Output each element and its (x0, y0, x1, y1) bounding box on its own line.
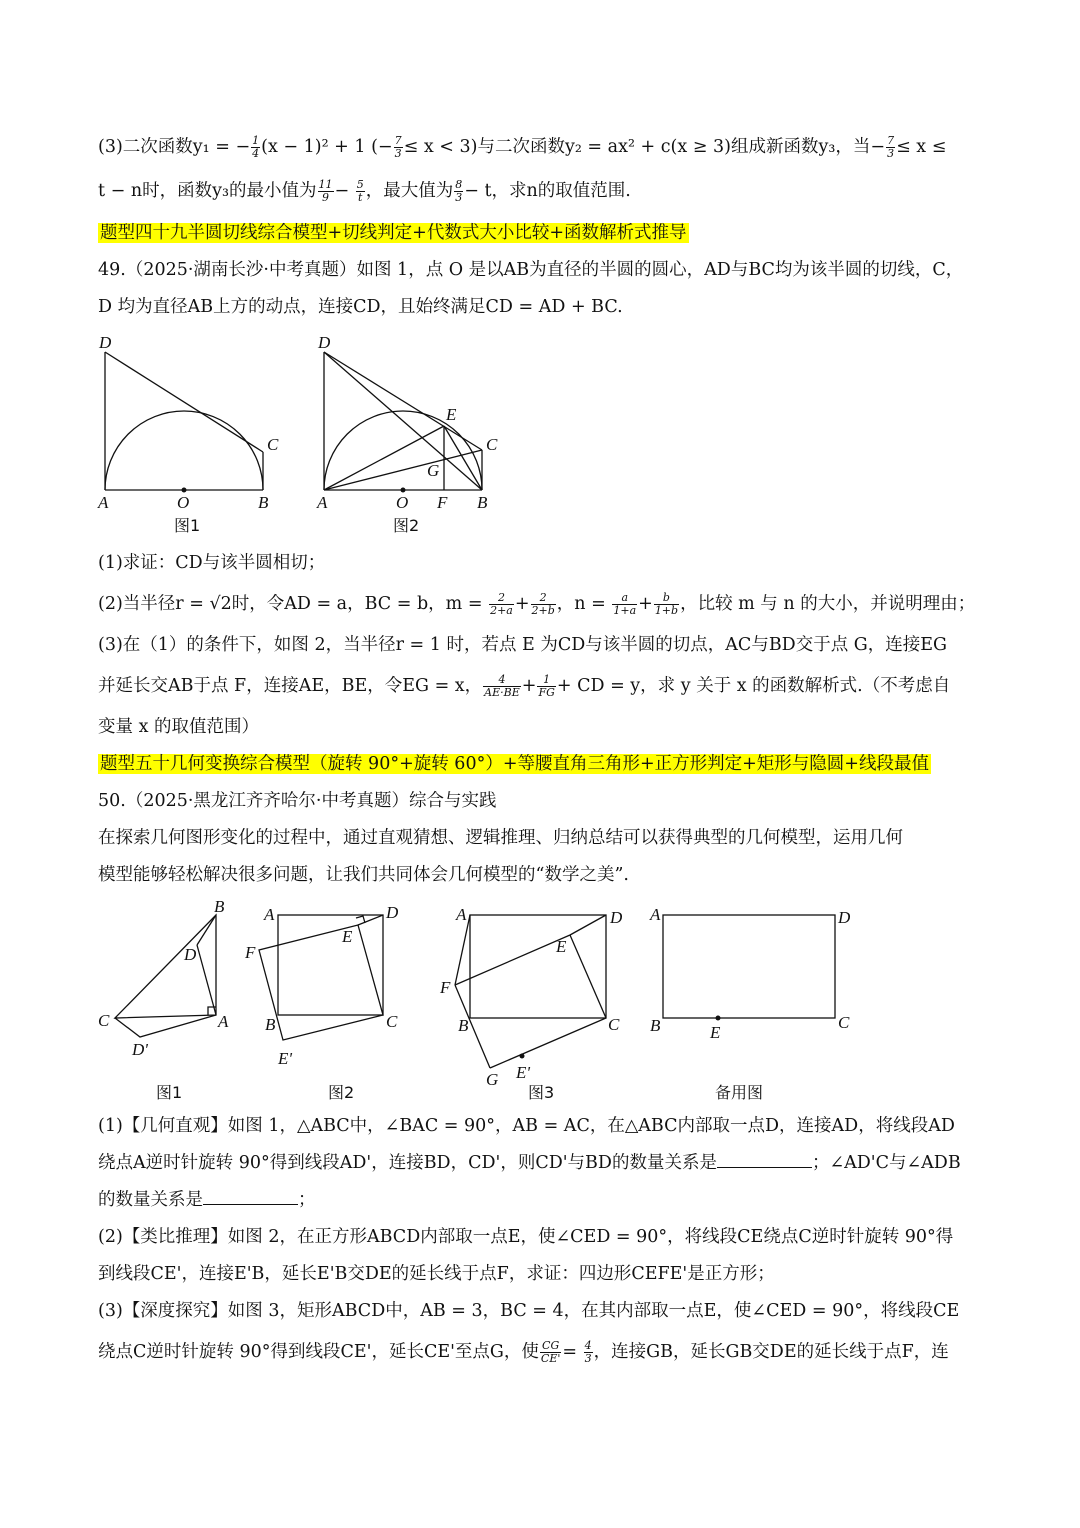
numerator: 11 (318, 178, 333, 191)
denominator: 3 (455, 191, 463, 204)
text-segment: = (562, 1342, 583, 1362)
text-segment: ；∠AD'C与∠ADB (811, 1153, 961, 1173)
point-label: D (838, 908, 851, 927)
text-segment: 绕点A逆时针旋转 90°得到线段AD'，连接BD，CD'，则CD'与BD的数量关系是 (98, 1153, 717, 1173)
point-label: F (245, 943, 256, 962)
text-segment: − t，求n的取值范围. (464, 181, 631, 201)
figure-caption: 图3 (528, 1083, 555, 1102)
text-segment: ≤ x ≤ (896, 137, 947, 157)
point-label: E (342, 927, 353, 946)
text-segment: 题型五十几何变换综合模型（旋转 90°+旋转 60°）+等腰直角三角形+正方形判定+矩形与隐圆+线段最值 (100, 754, 929, 774)
text-segment: (x − 1)² + 1 (− (261, 137, 393, 157)
numerator: 7 (394, 134, 402, 147)
denominator: 2+a (490, 604, 513, 617)
point-label: F (437, 493, 448, 512)
point-label: B (214, 897, 225, 916)
text-segment: 绕点C逆时针旋转 90°得到线段CE'，延长CE'至点G，使 (98, 1342, 539, 1362)
point-label: E (556, 937, 567, 956)
point-label: F (440, 978, 451, 997)
point-label: C (267, 435, 279, 454)
point-label: E' (278, 1049, 293, 1068)
point-label: C (486, 435, 498, 454)
point-label: B (458, 1016, 469, 1035)
point-label: A (317, 493, 328, 512)
point-label: C (608, 1015, 620, 1034)
denominator: 2+b (531, 604, 555, 617)
point-label: O (396, 493, 409, 512)
q49-figure-1 (97, 333, 279, 535)
denominator: AE·BE (484, 686, 520, 699)
denominator: FG (538, 686, 555, 699)
point-label: G (486, 1070, 499, 1089)
point-label: A (650, 905, 661, 924)
figure-caption: 图1 (174, 516, 201, 535)
numerator: 1 (537, 674, 555, 687)
point-label: E (710, 1023, 721, 1042)
numerator: 2 (531, 592, 556, 605)
text-segment: 题型四十九半圆切线综合模型+切线判定+代数式大小比较+函数解析式推导 (100, 223, 687, 243)
q50-figure-3 (439, 905, 623, 1102)
point-label: D (184, 945, 197, 964)
text-segment: 的数量关系是 (98, 1190, 203, 1210)
text-segment: t − n时，函数y₃的最小值为 (98, 181, 317, 201)
point-label: A (456, 905, 467, 924)
point-label: B (477, 493, 488, 512)
point-label: O (177, 493, 190, 512)
point-label: B (258, 493, 269, 512)
text-segment: (3)二次函数y₁ = − (98, 137, 251, 157)
text-segment: D 均为直径AB上方的动点，连接CD，且始终满足CD = AD + BC. (98, 297, 623, 317)
text-segment: 到线段CE'，连接E'B，延长E'B交DE的延长线于点F，求证：四边形CEFE'是正方形； (98, 1264, 775, 1284)
denominator: 9 (322, 191, 329, 204)
denominator: CE' (540, 1352, 561, 1365)
figure-caption: 图2 (393, 516, 420, 535)
text-segment: (1)【几何直观】如图 1，△ABC中，∠BAC = 90°，AB = AC，在△ABC内部取一点D，连接AD，将线段AD (98, 1116, 955, 1136)
point-label: A (218, 1012, 229, 1031)
point-label: E (446, 405, 457, 424)
numerator: a (612, 592, 637, 605)
text-segment: 模型能够轻松解决很多问题，让我们共同体会几何模型的“数学之美”. (98, 865, 629, 885)
text-segment: 变量 x 的取值范围） (98, 717, 259, 737)
point-label: D (99, 333, 112, 352)
numerator: 7 (887, 134, 895, 147)
text-segment: ≤ x < 3)与二次函数y₂ = ax² + c(x ≥ 3)组成新函数y₃，当− (403, 137, 886, 157)
q50-figure-1 (98, 897, 229, 1102)
text-segment: + (521, 676, 537, 696)
text-segment: 在探索几何图形变化的过程中，通过直观猜想、逻辑推理、归纳总结可以获得典型的几何模型，运用几何 (98, 828, 903, 848)
text-segment: (2)当半径r = √2时，令AD = a，BC = b，m = (98, 594, 489, 614)
figure-caption: 备用图 (715, 1083, 764, 1102)
denominator: 3 (584, 1352, 592, 1365)
numerator: CG (540, 1340, 561, 1353)
text-segment: (3)在（1）的条件下，如图 2，当半径r = 1 时，若点 E 为CD与该半圆的切点，AC与BD交于点 G，连接EG (98, 635, 948, 655)
point-label: D (386, 903, 399, 922)
q50-figure-2 (244, 903, 399, 1102)
numerator: 1 (252, 134, 260, 147)
text-segment: + (514, 594, 530, 614)
numerator: 8 (455, 178, 463, 191)
text-segment: ，最大值为 (365, 181, 454, 201)
text-segment: (3)【深度探究】如图 3，矩形ABCD中，AB = 3，BC = 4，在其内部取一点E，使∠CED = 90°，将线段CE (98, 1301, 960, 1321)
text-segment: (1)求证：CD与该半圆相切； (98, 553, 326, 573)
text-segment: ，n = (556, 594, 612, 614)
figure-caption: 图2 (328, 1083, 355, 1102)
text-segment: + CD = y，求 y 关于 x 的函数解析式.（不考虑自 (556, 676, 951, 696)
numerator: b (654, 592, 679, 605)
numerator: 4 (584, 1339, 592, 1352)
point-label: A (98, 493, 109, 512)
numerator: 2 (489, 592, 514, 605)
numerator: 5 (356, 178, 364, 191)
text-segment: (2)【类比推理】如图 2，在正方形ABCD内部取一点E，使∠CED = 90°，将线段CE绕点C逆时针旋转 90°得 (98, 1227, 954, 1247)
q49-figure-2 (316, 333, 498, 535)
denominator: t (358, 191, 363, 204)
point-label: D (610, 908, 623, 927)
text-segment: ，连接GB，延长GB交DE的延长线于点F，连 (593, 1342, 949, 1362)
text-segment: 并延长交AB于点 F，连接AE，BE，令EG = x， (98, 676, 483, 696)
figure-caption: 图1 (156, 1083, 183, 1102)
text-segment: + (638, 594, 653, 614)
denominator: 3 (394, 147, 402, 160)
point-label: B (265, 1015, 276, 1034)
point-label: C (838, 1013, 850, 1032)
text-segment: 50.（2025·黑龙江齐齐哈尔·中考真题）综合与实践 (98, 791, 497, 811)
point-label: G (427, 461, 440, 480)
denominator: 3 (887, 147, 895, 160)
point-label: D' (132, 1040, 148, 1059)
point-label: B (650, 1016, 661, 1035)
point-label: E' (516, 1063, 531, 1082)
text-segment: ，比较 m 与 n 的大小，并说明理由； (680, 594, 976, 614)
point-label: A (264, 905, 275, 924)
point-label: C (98, 1011, 110, 1030)
point-label: C (386, 1012, 398, 1031)
text-segment: ； (298, 1190, 316, 1210)
numerator: 4 (483, 674, 521, 687)
text-segment: − (334, 181, 355, 201)
denominator: 1+a (613, 604, 637, 617)
denominator: 4 (252, 147, 260, 160)
q50-figure-spare (649, 905, 851, 1102)
point-label: D (318, 333, 331, 352)
denominator: 1+b (654, 604, 679, 617)
text-segment: 49.（2025·湖南长沙·中考真题）如图 1，点 O 是以AB为直径的半圆的圆心，AD与BC均为该半圆的切线，C， (98, 260, 964, 280)
